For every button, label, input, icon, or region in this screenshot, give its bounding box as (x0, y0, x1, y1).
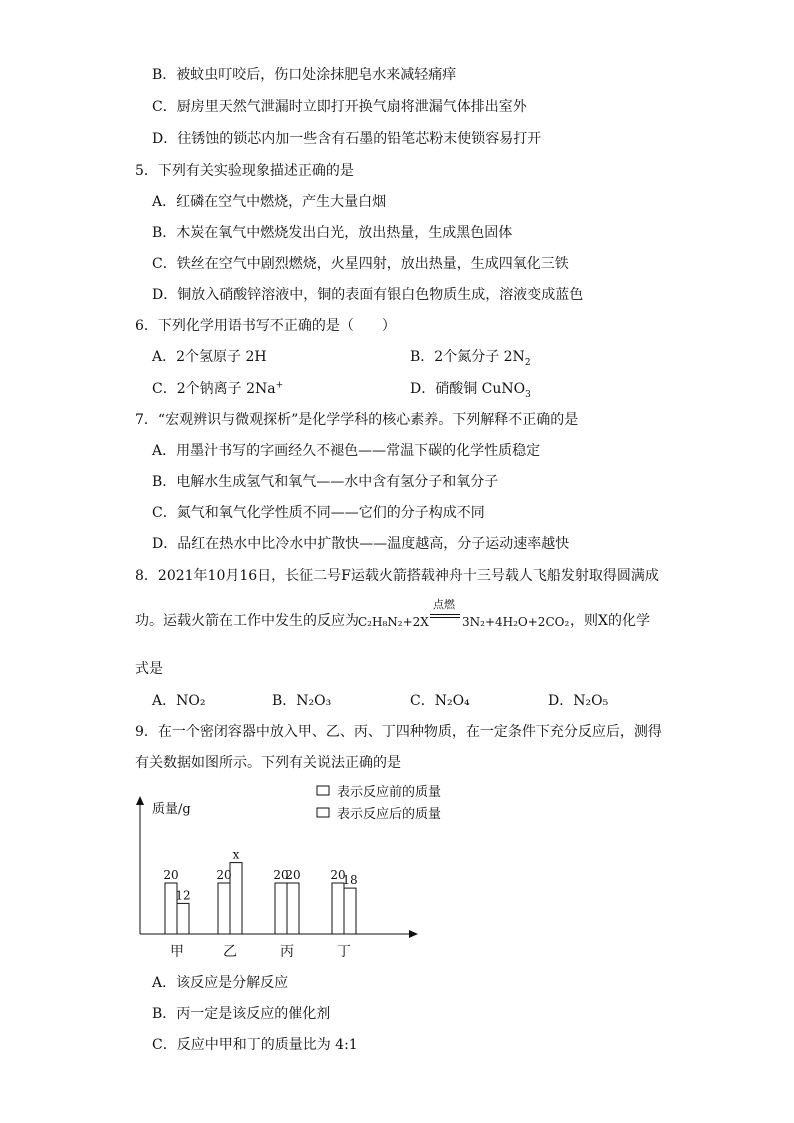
bar-丁-before (332, 883, 344, 934)
q7-stem: 7．“宏观辨识与微观探析”是化学学科的核心素养。下列解释不正确的是 (135, 412, 579, 428)
q4-option-b: B．被蚊虫叮咬后，伤口处涂抹肥皂水来减轻痛痒 (152, 67, 457, 83)
q5-option-d: D．铜放入硝酸锌溶液中，铜的表面有银白色物质生成，溶液变成蓝色 (152, 287, 584, 303)
q5-stem: 5．下列有关实验现象描述正确的是 (135, 163, 354, 179)
bar-label-乙-before: 20 (216, 868, 232, 882)
q7-option-a: A．用墨汁书写的字画经久不褪色——常温下碳的化学性质稳定 (152, 443, 541, 459)
q8-equation-right: 3N₂+4H₂O+2CO₂ (462, 615, 570, 629)
y-axis-arrow-icon (136, 796, 144, 805)
bar-label-丁-after: 18 (342, 873, 358, 888)
legend-swatch-after (317, 808, 329, 817)
bar-乙-before (218, 883, 230, 934)
legend-label-after: 表示反应后的质量 (337, 807, 442, 822)
mass-bar-chart (130, 778, 490, 968)
q8-reaction-condition: 点燃 (433, 598, 455, 611)
bar-甲-after (177, 903, 189, 934)
category-label-甲: 甲 (170, 944, 184, 960)
q9-stem-line1: 9．在一个密闭容器中放入甲、乙、丙、丁四种物质，在一定条件下充分反应后，测得 (135, 724, 662, 740)
bar-label-甲-before: 20 (163, 868, 179, 882)
bars-group (163, 848, 357, 960)
q6-stem: 6．下列化学用语书写不正确的是（ ） (135, 318, 396, 334)
q6-option-b: B．2个氮分子 $2N_2$ (410, 349, 531, 368)
q8-option-a: A．NO₂ (152, 693, 206, 709)
bar-label-甲-after: 12 (175, 888, 191, 903)
q4-option-c: C．厨房里天然气泄漏时立即打开换气扇将泄漏气体排出室外 (152, 99, 527, 115)
bar-label-丙-after: 20 (285, 868, 301, 882)
q8-stem-line1: 8．2021年10月16日，长征二号F运载火箭搭载神舟十三号载人飞船发射取得圆满成 (135, 568, 659, 584)
bar-label-乙-after: x (232, 847, 240, 862)
q5-option-b: B．木炭在氧气中燃烧发出白光，放出热量，生成黑色固体 (152, 225, 513, 241)
bar-丙-after (287, 883, 299, 934)
bar-丁-after (344, 888, 356, 934)
legend-label-before: 表示反应前的质量 (337, 785, 442, 800)
bar-label-丙-before: 20 (273, 868, 289, 882)
q7-option-b: B．电解水生成氢气和氧气——水中含有氢分子和氧分子 (152, 474, 499, 490)
category-label-乙: 乙 (223, 944, 237, 960)
q6-option-c: C．2个钠离子 2Na+ (152, 380, 284, 397)
bar-乙-after (230, 863, 242, 934)
q8-stem-line2-post: ，则X的化学 (570, 613, 650, 629)
q8-stem-line2-pre: 功。运载火箭在工作中发生的反应为 (135, 613, 359, 629)
q9-option-a: A．该反应是分解反应 (152, 975, 289, 991)
q8-equals-sign (430, 614, 460, 618)
q7-option-d: D．品红在热水中比冷水中扩散快——温度越高，分子运动速率越快 (152, 536, 570, 552)
q8-option-d: D．N₂O₅ (548, 693, 609, 709)
q6-option-a: A．2个氢原子 2H (152, 349, 267, 365)
q5-option-a: A．红磷在空气中燃烧，产生大量白烟 (152, 194, 387, 210)
q6-option-d: D．硝酸铜 CuNO$_3$ (410, 381, 531, 400)
q8-stem-line3: 式是 (135, 661, 163, 677)
category-label-丁: 丁 (337, 944, 351, 960)
bar-label-丁-before: 20 (330, 868, 346, 882)
q4-option-d: D．往锈蚀的锁芯内加一些含有石墨的铅笔芯粉末使锁容易打开 (152, 131, 542, 147)
x-axis-arrow-icon (409, 930, 418, 938)
q9-stem-line2: 有关数据如图所示。下列有关说法正确的是 (135, 755, 401, 771)
q9-option-b: B．丙一定是该反应的催化剂 (152, 1006, 331, 1022)
bar-丙-before (275, 883, 287, 934)
legend-swatch-before (317, 786, 329, 795)
q8-option-c: C．N₂O₄ (410, 693, 470, 709)
q8-equation-left: C₂H₈N₂+2X (358, 615, 429, 629)
q7-option-c: C．氮气和氧气化学性质不同——它们的分子构成不同 (152, 505, 485, 521)
q9-option-c: C．反应中甲和丁的质量比为 4:1 (152, 1037, 358, 1053)
y-axis-label: 质量/g (152, 802, 191, 817)
category-label-丙: 丙 (280, 944, 294, 960)
q8-option-b: B．N₂O₃ (272, 693, 332, 709)
q5-option-c: C．铁丝在空气中剧烈燃烧，火星四射，放出热量，生成四氧化三铁 (152, 256, 569, 272)
